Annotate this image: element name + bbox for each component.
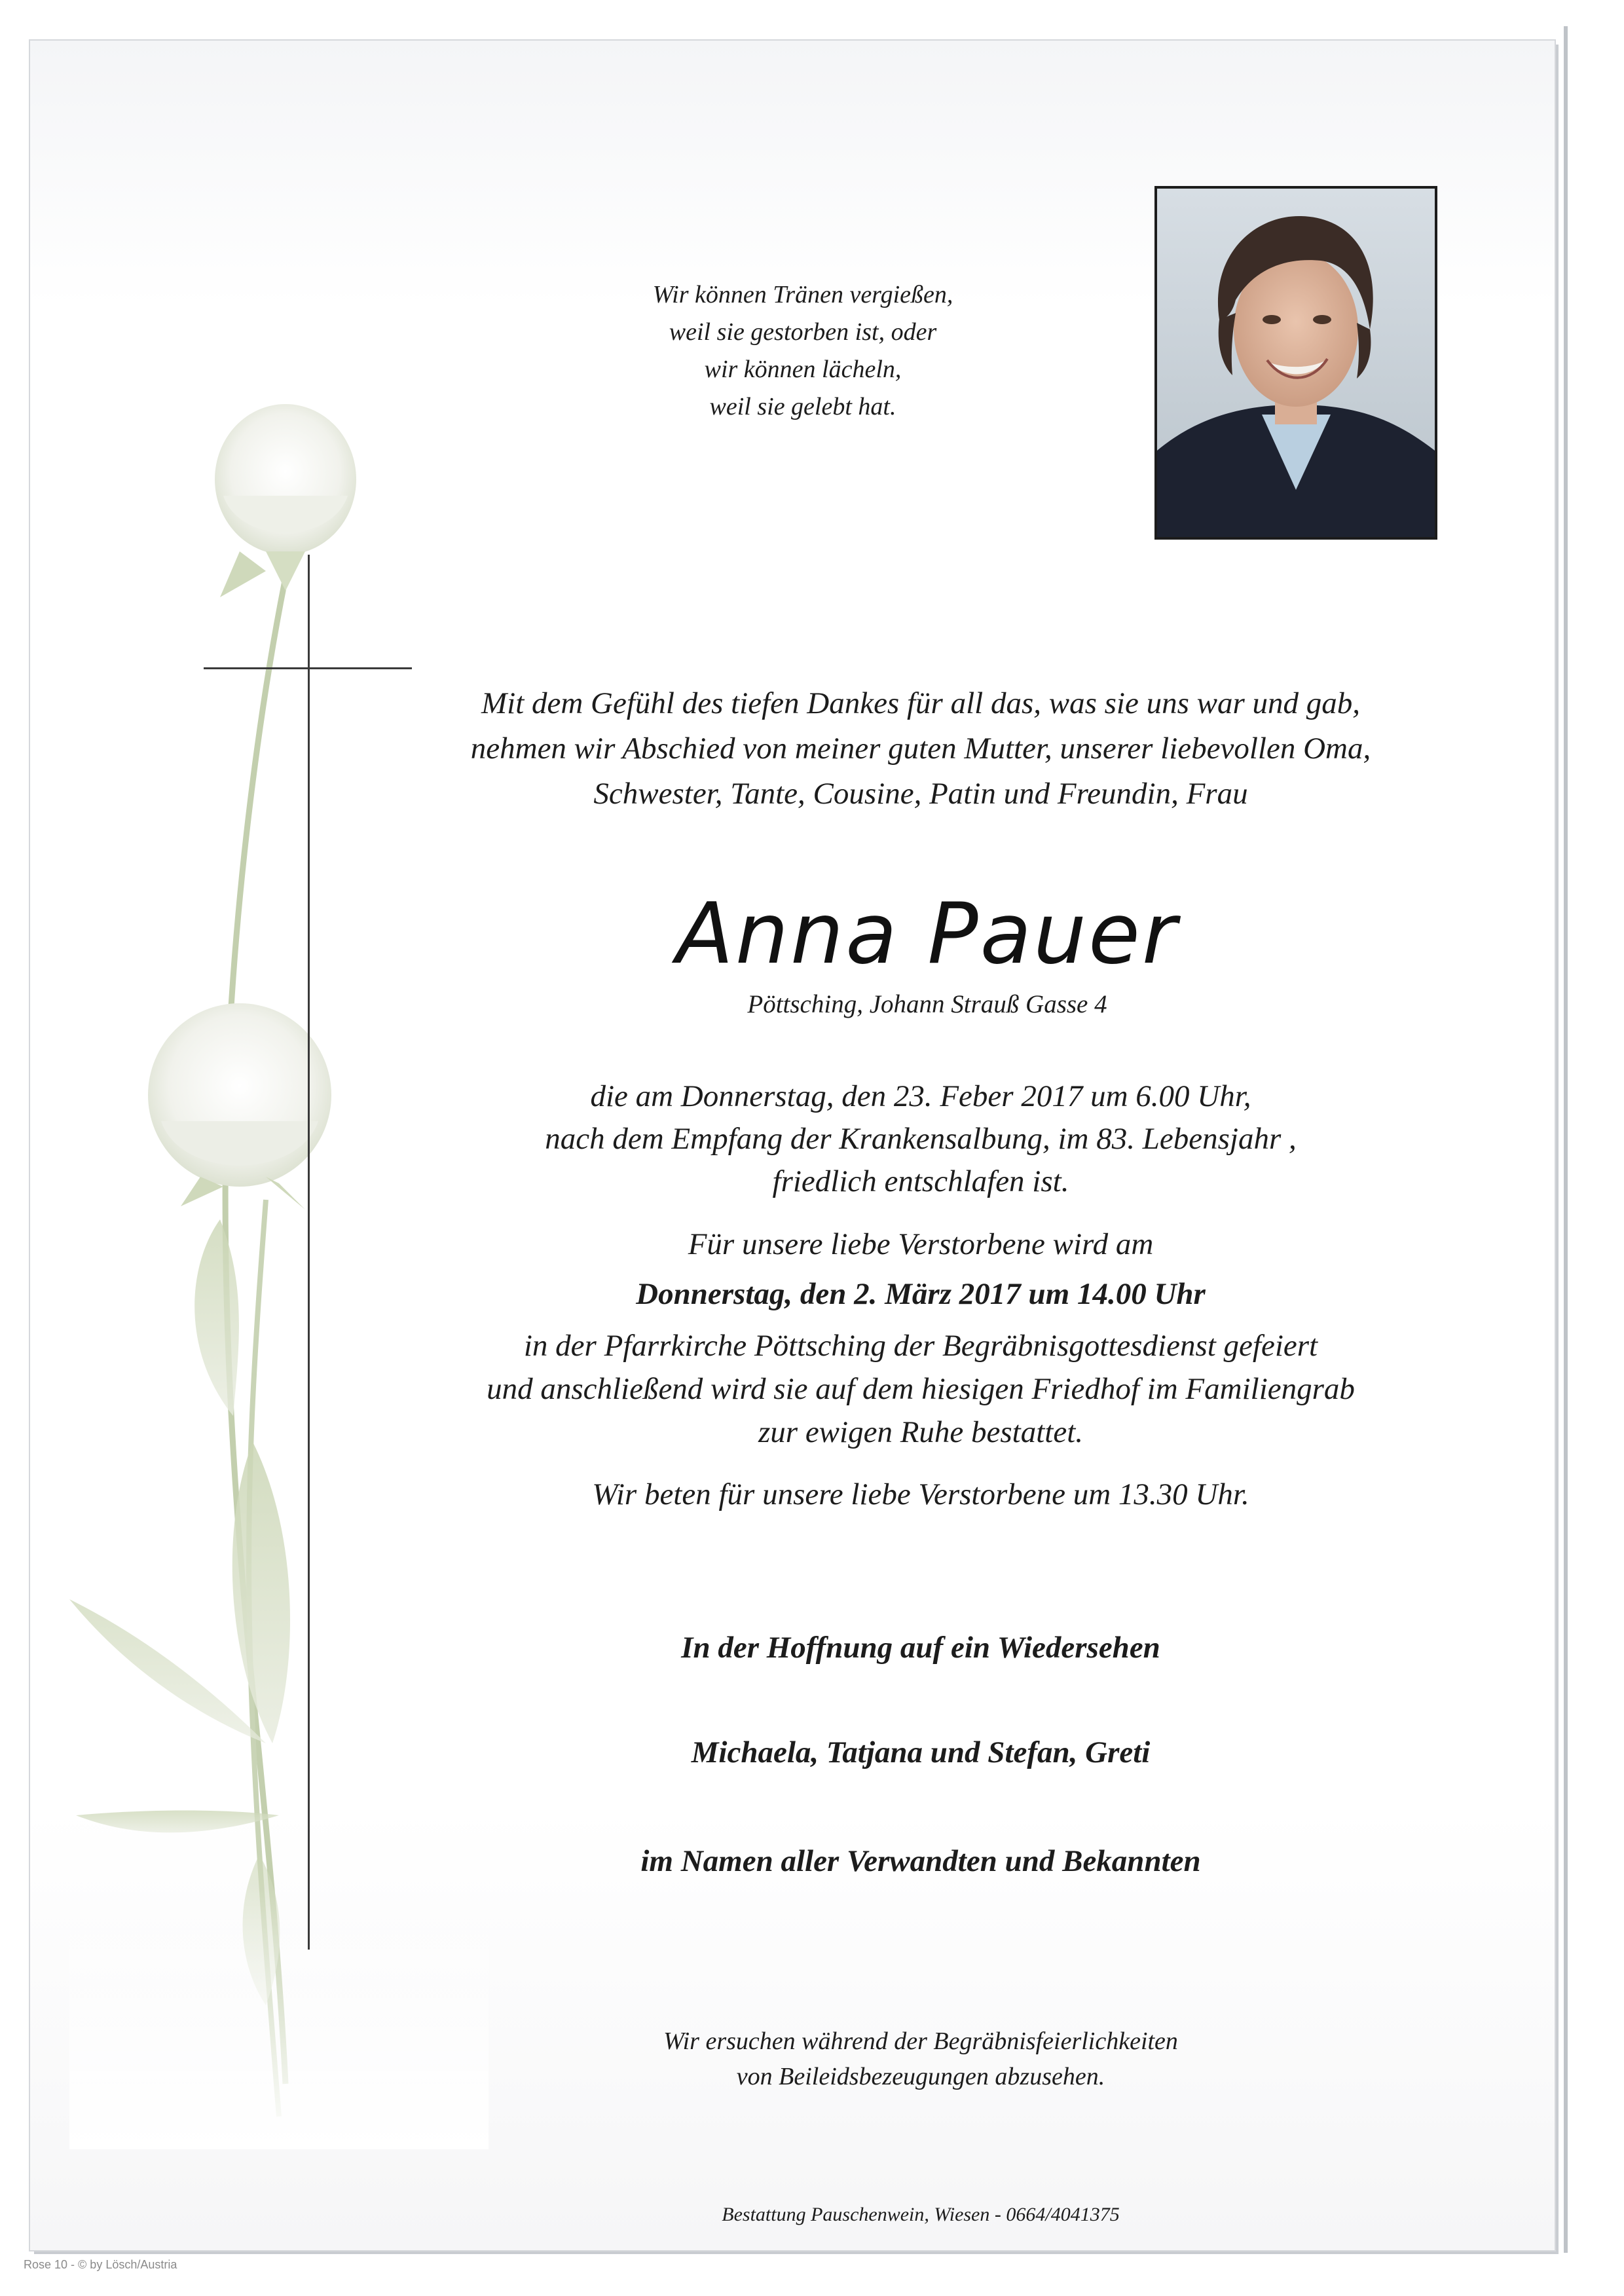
- funeral-details: [397, 1324, 1445, 1454]
- cross-horizontal-bar: [204, 667, 412, 669]
- intro-line: Mit dem Gefühl des tiefen Dankes für all das, was sie uns war und gab,: [481, 686, 1361, 720]
- portrait-image: [1157, 189, 1435, 537]
- death-notice: [423, 1075, 1418, 1203]
- death-line: nach dem Empfang der Krankensalbung, im 83. Lebensjahr ,: [545, 1122, 1297, 1156]
- funeral-detail-line: und anschließend wird sie auf dem hiesigen Friedhof im Familiengrab: [487, 1372, 1355, 1406]
- request-line: Wir ersuchen während der Begräbnisfeierlichkeiten: [663, 2028, 1178, 2055]
- paper-edge: [1564, 26, 1568, 2253]
- design-credit: Rose 10 - © by Lösch/Austria: [24, 2258, 177, 2271]
- deceased-address: Pöttsching, Johann Strauß Gasse 4: [747, 990, 1107, 1018]
- farewell-intro: [358, 681, 1484, 817]
- intro-line: nehmen wir Abschied von meiner guten Mutter, unserer liebevollen Oma,: [470, 731, 1371, 766]
- funeral-date: Donnerstag, den 2. März 2017 um 14.00 Uhr: [636, 1277, 1206, 1311]
- leaf-middle: [232, 1442, 290, 1743]
- condolence-request: [554, 2024, 1287, 2094]
- funeral-intro: Für unsere liebe Verstorbene wird am: [688, 1227, 1154, 1261]
- intro-line: Schwester, Tante, Cousine, Patin und Freundin, Frau: [593, 777, 1248, 811]
- memorial-quote: [541, 276, 1065, 426]
- death-line: die am Donnerstag, den 23. Feber 2017 um 6.00 Uhr,: [590, 1079, 1251, 1113]
- quote-line: Wir können Tränen vergießen,: [652, 281, 953, 308]
- obituary-sheet: [30, 41, 1555, 2250]
- funeral-detail-line: in der Pfarrkirche Pöttsching der Begräbnisgottesdienst gefeiert: [523, 1329, 1318, 1363]
- portrait-photo: [1154, 186, 1437, 540]
- hope-line: In der Hoffnung auf ein Wiedersehen: [681, 1631, 1160, 1665]
- request-line: von Beileidsbezeugungen abzusehen.: [736, 2063, 1105, 2090]
- leaf-lower: [76, 1811, 279, 1833]
- rose-bottom: [148, 1003, 331, 1210]
- mourners-names: Michaela, Tatjana und Stefan, Greti: [691, 1735, 1151, 1769]
- quote-line: wir können lächeln,: [704, 356, 902, 383]
- rose-top: [215, 404, 356, 597]
- leaf-upper: [194, 1219, 239, 1416]
- funeral-detail-line: zur ewigen Ruhe bestattet.: [758, 1415, 1084, 1449]
- white-rose-illustration: [69, 381, 489, 2149]
- deceased-name: Anna Pauer: [676, 885, 1179, 983]
- quote-line: weil sie gelebt hat.: [709, 393, 896, 420]
- cross-vertical-bar: [308, 555, 310, 1950]
- death-line: friedlich entschlafen ist.: [772, 1164, 1069, 1198]
- funeral-home-contact: Bestattung Pauschenwein, Wiesen - 0664/4041375: [722, 2204, 1120, 2225]
- quote-line: weil sie gestorben ist, oder: [669, 318, 937, 346]
- relatives-line: im Namen aller Verwandten und Bekannten: [640, 1844, 1201, 1878]
- prayer-notice: Wir beten für unsere liebe Verstorbene um 13.30 Uhr.: [592, 1477, 1249, 1511]
